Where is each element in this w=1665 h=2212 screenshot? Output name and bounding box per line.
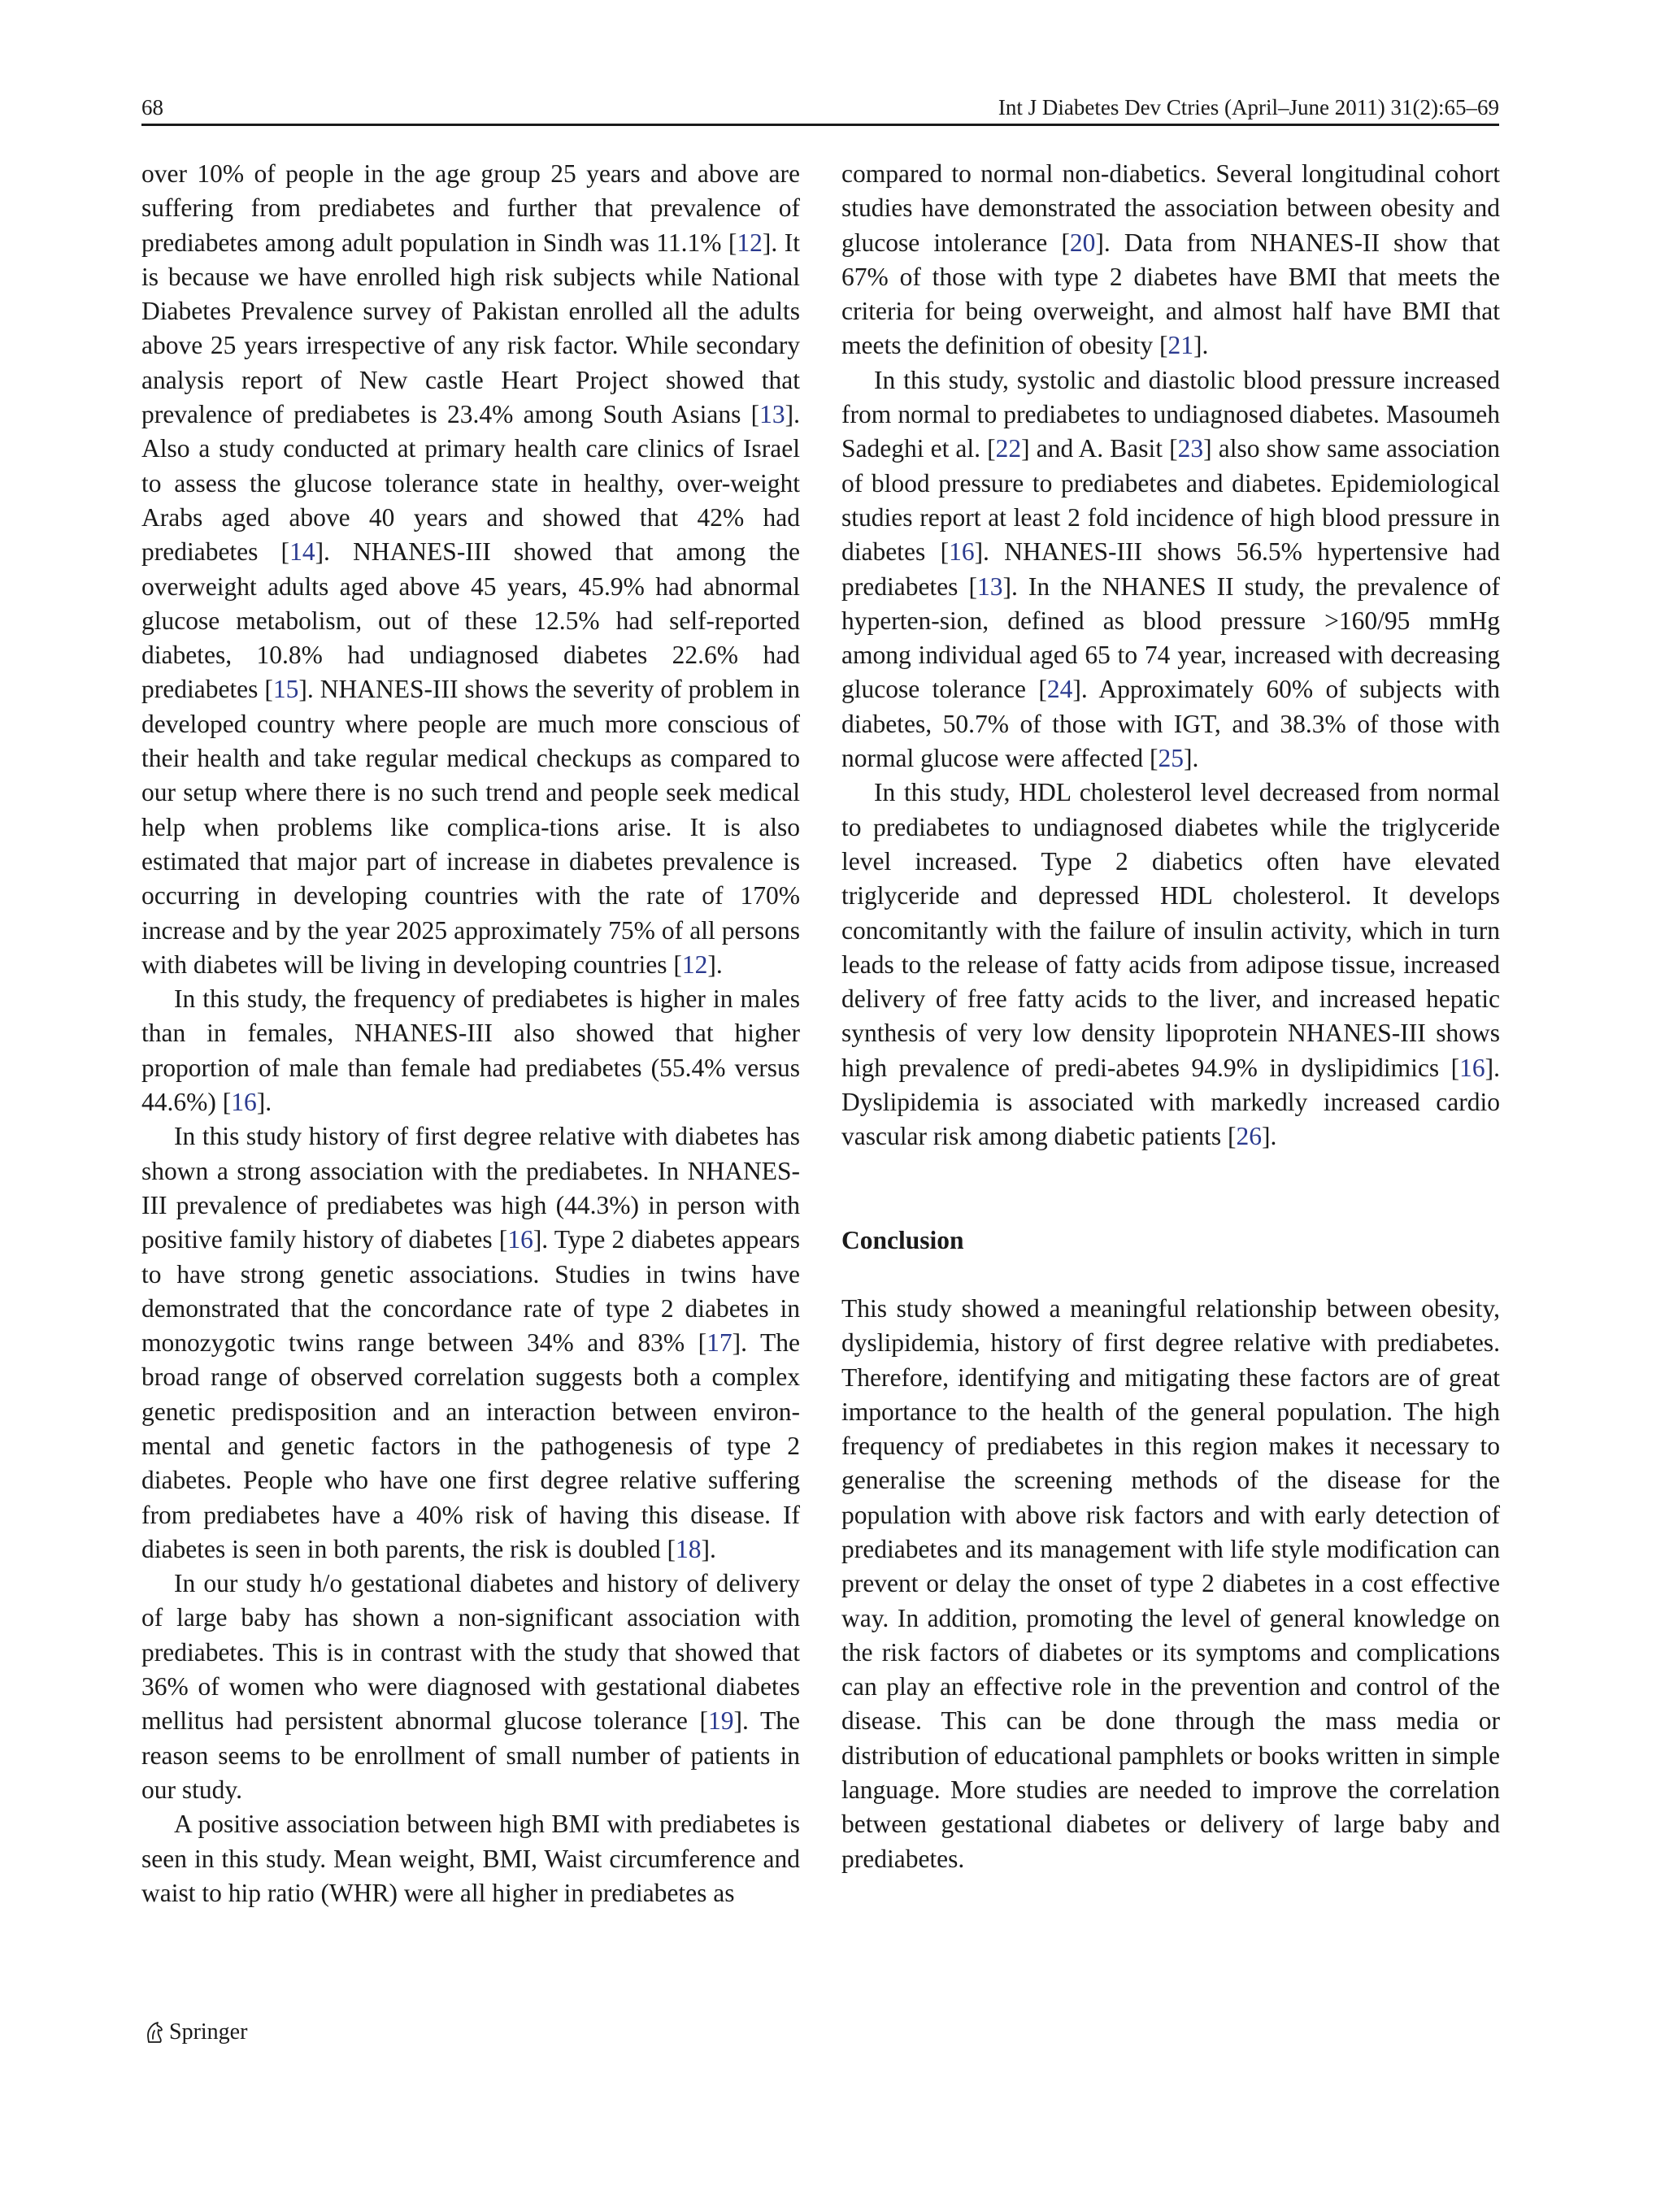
- paragraph-text: ]. Data from NHANES-II show that 67% of those with type 2 diabetes have BMI that meets the criteria for being overweight, and almost half have BMI that meets the definition of obesity [: [841, 228, 1500, 360]
- paragraph-text: ]. Also a study conducted at primary health care clinics of Israel to assess the glucose tolerance state in healthy, over-weight Arabs aged above 40 years and showed that 42% had prediabetes [: [141, 400, 800, 567]
- right-column: [841, 157, 1500, 1876]
- citation-link[interactable]: 21: [1167, 331, 1194, 360]
- citation-link[interactable]: 16: [949, 537, 975, 567]
- header-rule: [141, 124, 1499, 126]
- paragraph-text: ].: [256, 1088, 272, 1117]
- paragraph-text: ] and A. Basit [: [1021, 434, 1178, 463]
- paragraph-text: ]. It is because we have enrolled high risk subjects while National Diabetes Prevalence survey of Pakistan enrolled all the adults above 25 years irrespective of any risk factor. While secondary analysis report of New castle Heart Project showed that prevalence of prediabetes is 23.4% among South Asians [: [141, 228, 801, 429]
- citation-link[interactable]: 14: [289, 537, 315, 567]
- paragraph-text: In this study, systolic and diastolic blood pressure increased from normal to prediabetes to undiagnosed diabetes. Masoumeh Sadeghi et al. [: [841, 365, 1500, 463]
- paragraph-text: In this study, the frequency of prediabetes is higher in males than in females, NHANES-III also showed that higher proportion of male than female had prediabetes (55.4% versus 44.6%) [: [141, 984, 800, 1117]
- paragraph-text: ].: [1261, 1122, 1277, 1151]
- citation-link[interactable]: 17: [706, 1328, 733, 1358]
- paragraph-text: ].: [707, 950, 723, 979]
- paragraph-text: ].: [701, 1534, 716, 1563]
- springer-horse-icon: [143, 2021, 164, 2044]
- body-paragraph: [841, 776, 1500, 1154]
- paragraph-text: ]. Approximately 60% of subjects with diabetes, 50.7% of those with IGT, and 38.3% of those with normal glucose were affected [: [841, 675, 1500, 773]
- section-title-conclusion: Conclusion: [841, 1225, 964, 1254]
- citation-link[interactable]: 15: [272, 675, 299, 704]
- citation-link[interactable]: 19: [708, 1706, 734, 1736]
- body-paragraph: [141, 1119, 800, 1567]
- citation-link[interactable]: 13: [976, 571, 1003, 601]
- paragraph-text: over 10% of people in the age group 25 years and above are suffering from prediabetes and further that prevalence of prediabetes among adult population in Sindh was 11.1% [: [141, 159, 800, 257]
- publisher-name: Springer: [169, 2019, 248, 2045]
- running-header: [141, 89, 1499, 125]
- citation-link[interactable]: 26: [1236, 1122, 1262, 1151]
- discussion-continued: [841, 157, 1500, 1154]
- paragraph-text: In our study h/o gestational diabetes and history of delivery of large baby has shown a non-significant association with prediabetes. This is in contrast with the study that showed that 36% of women who were diagnosed with gestational diabetes mellitus had persistent abnormal glucose tolerance [: [141, 1569, 800, 1736]
- paragraph-text: compared to normal non-diabetics. Several longitudinal cohort studies have demonstrated the association between obesity and glucose intolerance [: [841, 159, 1500, 257]
- citation-link[interactable]: 20: [1069, 228, 1096, 257]
- left-column: [141, 157, 800, 1910]
- body-paragraph: [141, 1567, 800, 1807]
- paragraph-text: ]. NHANES-III shows the severity of problem in developed country where people are much more conscious of their health and take regular medical checkups as compared to our setup where there is no such trend and people seek medical help when problems like complica-tions arise. It is also estimated that major part of increase in diabetes prevalence is occurring in developing countries with the rate of 170% increase and by the year 2025 approximately 75% of all persons with diabetes will be living in developing countries [: [141, 675, 800, 979]
- citation-link[interactable]: 25: [1158, 744, 1184, 773]
- paragraph-text: ].: [1193, 331, 1209, 360]
- body-paragraph: [841, 363, 1500, 776]
- body-paragraph: [141, 1807, 800, 1910]
- paragraph-text: ]. The reason seems to be enrollment of small number of patients in our study.: [141, 1706, 800, 1804]
- paragraph-text: ]. Type 2 diabetes appears to have strong genetic associations. Studies in twins have demonstrated that the concordance rate of type 2 diabetes in monozygotic twins range between 34% and 83% [: [141, 1225, 800, 1358]
- paragraph-text: In this study history of first degree relative with diabetes has shown a strong association with the prediabetes. In NHANES-III prevalence of prediabetes was high (44.3%) in person with positive family history of diabetes [: [141, 1122, 800, 1254]
- citation-link[interactable]: 18: [676, 1534, 702, 1563]
- citation-link[interactable]: 22: [995, 434, 1022, 463]
- paragraph-text: ]. NHANES-III shows 56.5% hypertensive had prediabetes [: [841, 537, 1500, 601]
- journal-citation: Int J Diabetes Dev Ctries (April–June 2011) 31(2):65–69: [998, 95, 1499, 120]
- paragraph-text: In this study, HDL cholesterol level decreased from normal to prediabetes to undiagnosed diabetes while the triglyceride level increased. Type 2 diabetics often have elevated triglyceride and depressed HDL cholesterol. It develops concomitantly with the failure of insulin activity, which in turn leads to the release of fatty acids from adipose tissue, increased delivery of free fatty acids to the liver, and increased hepatic synthesis of very low density lipoprotein NHANES-III shows high prevalence of predi-abetes 94.9% in dyslipidimics [: [841, 778, 1500, 1082]
- citation-link[interactable]: 16: [1459, 1053, 1485, 1082]
- citation-link[interactable]: 12: [737, 228, 763, 257]
- citation-link[interactable]: 24: [1046, 675, 1073, 704]
- citation-link[interactable]: 16: [231, 1088, 257, 1117]
- paragraph-text: ]. In the NHANES II study, the prevalence of hyperten-sion, defined as blood pressure >160/95 mmHg among individual aged 65 to 74 year, increased with decreasing glucose tolerance [: [841, 571, 1501, 704]
- conclusion-paragraph: This study showed a meaningful relationship between obesity, dyslipidemia, history of first degree relative with prediabetes. Therefore, identifying and mitigating these factors are of great importance to the health of the general population. The high frequency of prediabetes in this region makes it necessary to generalise the screening methods of the disease for the population with above risk factors and with early detection of prediabetes and its management with life style modification can prevent or delay the onset of type 2 diabetes in a cost effective way. In addition, promoting the level of general knowledge on the risk factors of diabetes or its symptoms and complications can play an effective role in the prevention and control of the disease. This can be done through the mass media or distribution of educational pamphlets or books written in simple language. More studies are needed to improve the correlation between gestational diabetes or delivery of large baby and prediabetes.: [841, 1293, 1500, 1873]
- paragraph-text: ].: [1183, 744, 1199, 773]
- body-paragraph: [841, 157, 1500, 363]
- paragraph-text: ]. The broad range of observed correlation suggests both a complex genetic predisposition and an interaction between environ-mental and genetic factors in the pathogenesis of type 2 diabetes. People who have one first degree relative suffering from prediabetes have a 40% risk of having this disease. If diabetes is seen in both parents, the risk is doubled [: [141, 1328, 800, 1563]
- citation-link[interactable]: 16: [507, 1225, 533, 1254]
- body-paragraph: [141, 157, 800, 982]
- citation-link[interactable]: 23: [1177, 434, 1204, 463]
- paragraph-text: ] also show same association of blood pressure to prediabetes and diabetes. Epidemiological studies report at least 2 fold incidence of high blood pressure in diabetes [: [841, 434, 1500, 567]
- page-number: 68: [141, 95, 163, 120]
- citation-link[interactable]: 12: [681, 950, 708, 979]
- paragraph-text: ]. NHANES-III showed that among the overweight adults aged above 45 years, 45.9% had abnormal glucose metabolism, out of these 12.5% had self-reported diabetes, 10.8% had undiagnosed diabetes 22.6% had prediabetes [: [141, 537, 801, 704]
- body-paragraph: [141, 982, 800, 1119]
- citation-link[interactable]: 13: [759, 400, 785, 429]
- paragraph-text: A positive association between high BMI with prediabetes is seen in this study. Mean weight, BMI, Waist circumference and waist to hip ratio (WHR) were all higher in prediabetes as: [141, 1810, 800, 1907]
- footer: [143, 2014, 247, 2050]
- paragraph-text: ]. Dyslipidemia is associated with markedly increased cardio vascular risk among diabetic patients [: [841, 1053, 1500, 1151]
